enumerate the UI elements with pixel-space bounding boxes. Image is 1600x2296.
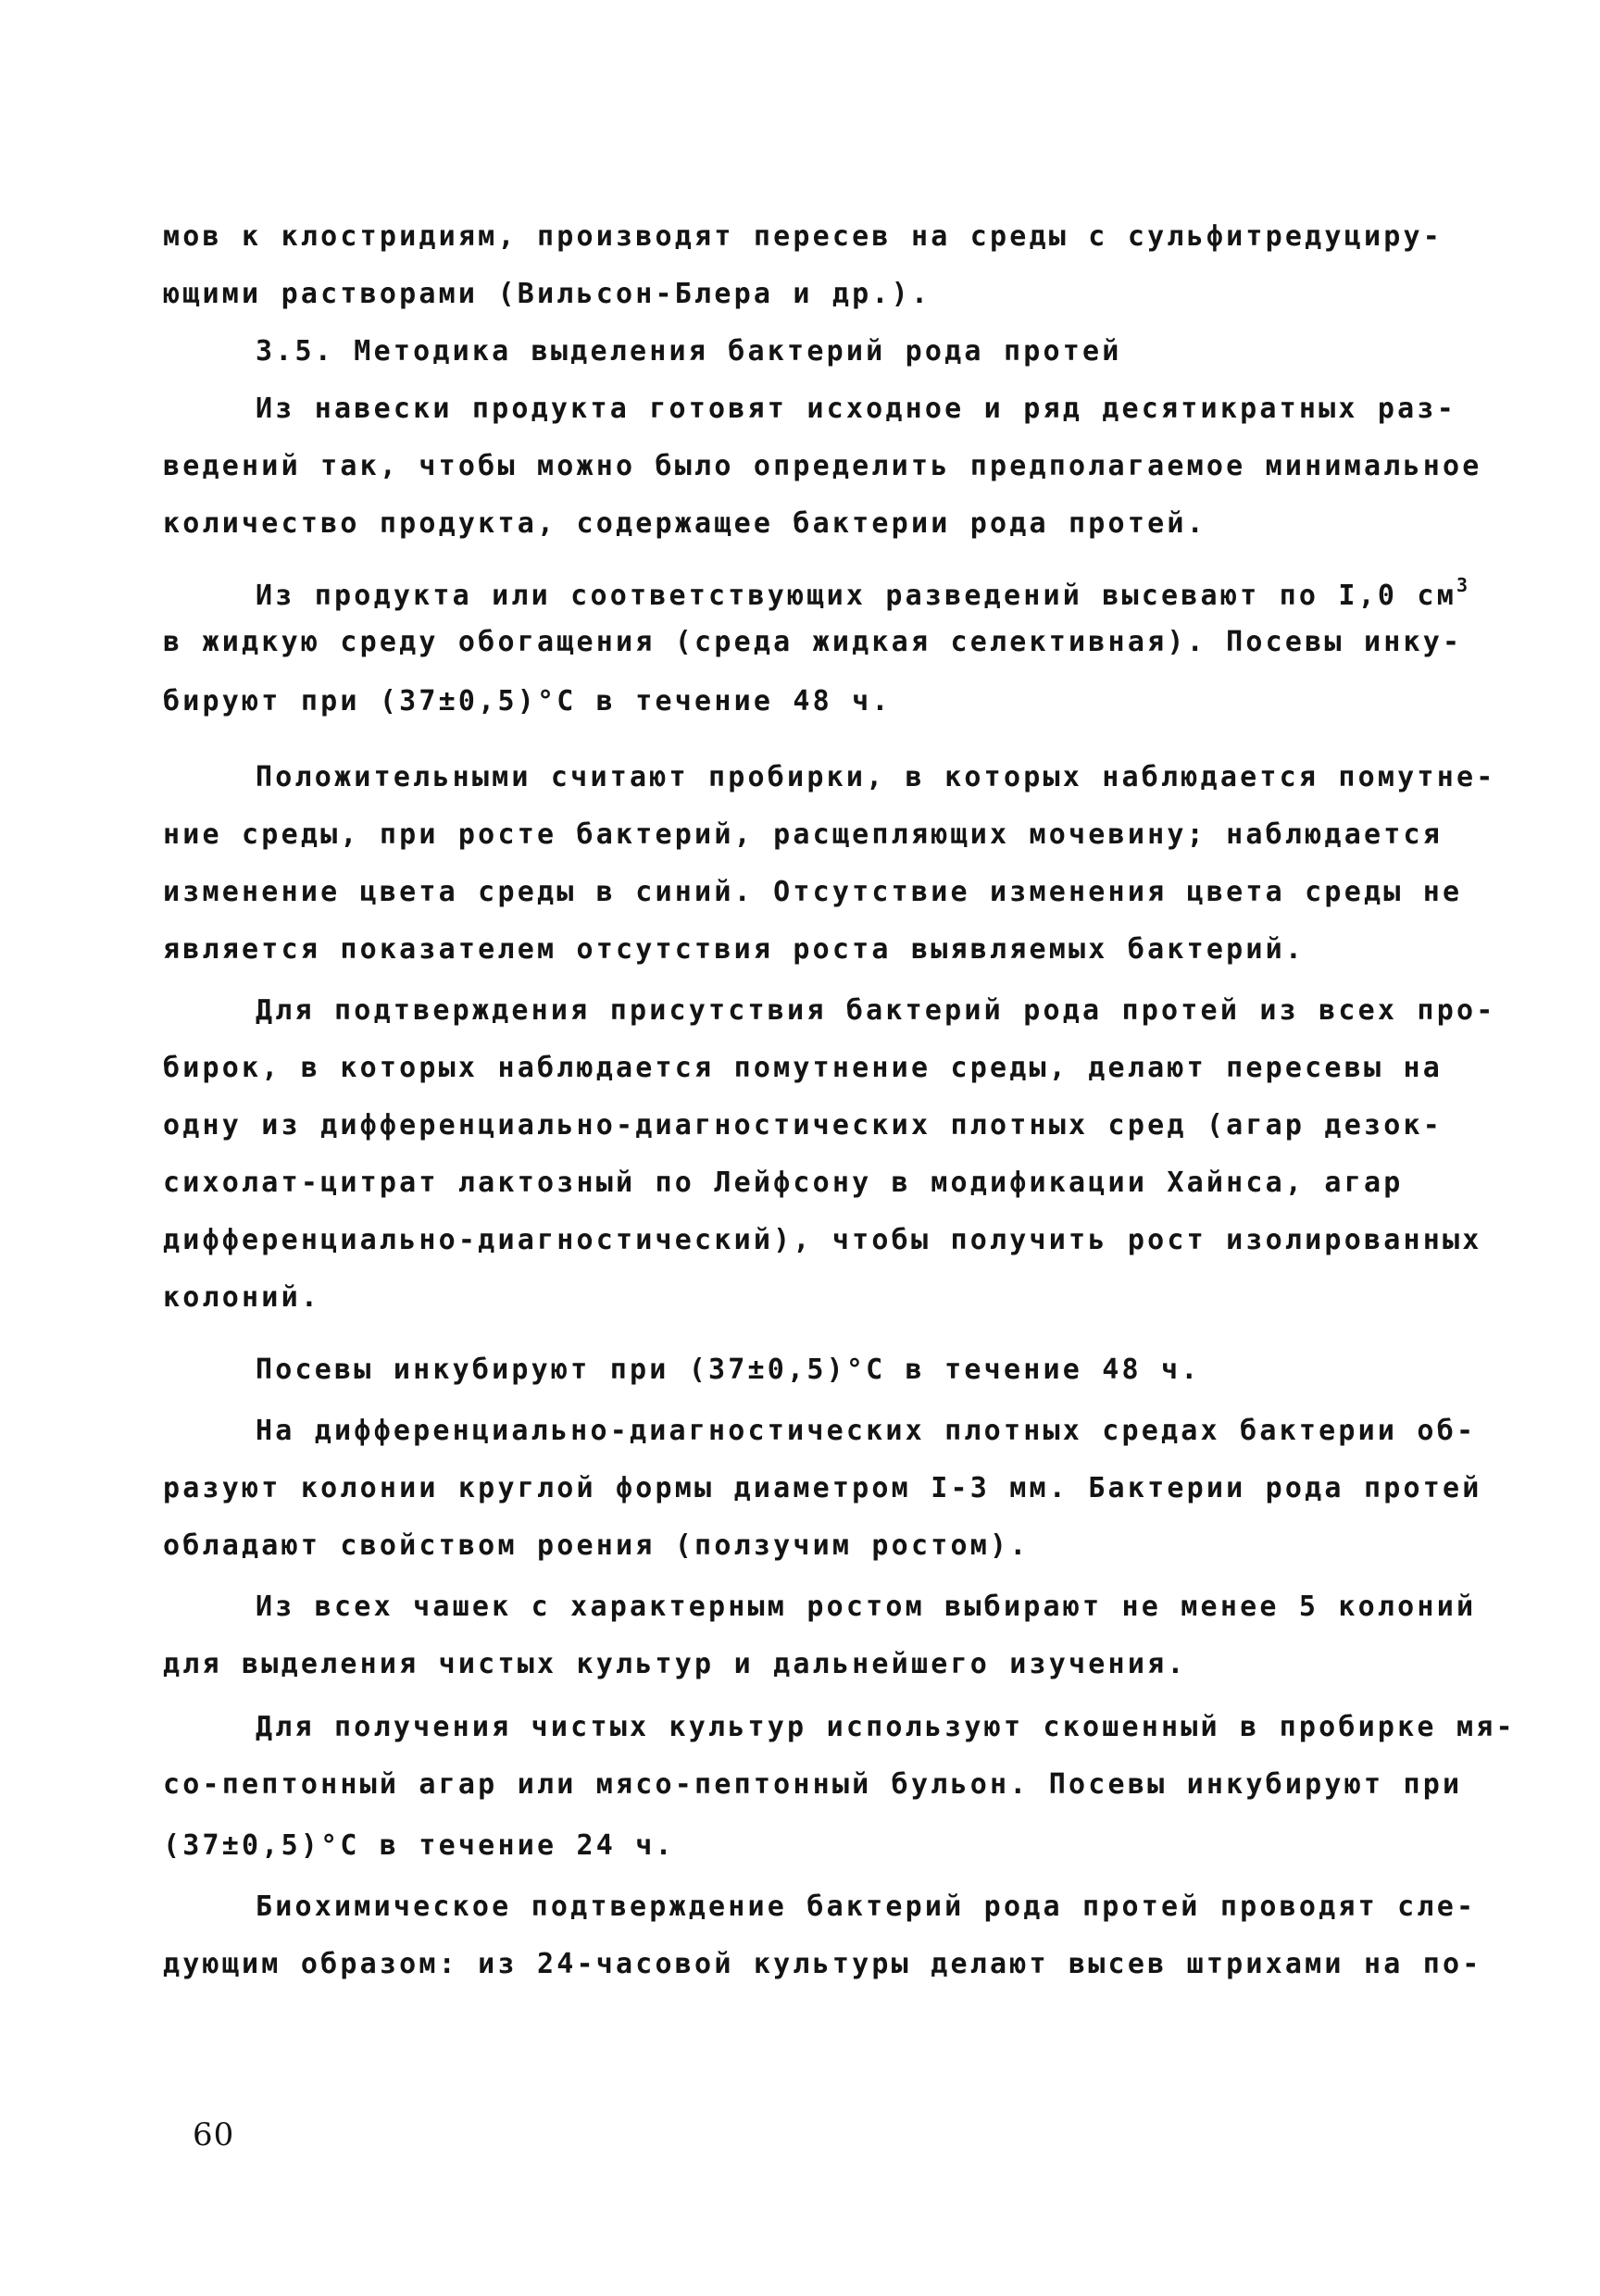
text-line: Посевы инкубируют при (37±0,5)°С в течение 48 ч. xyxy=(256,1354,1201,1386)
text-line: Биохимическое подтверждение бактерий рода протей проводят сле- xyxy=(256,1890,1477,1923)
text-line: Из продукта или соответствующих разведений высевают по I,0 $см^3$ xyxy=(256,574,1468,612)
text-line: ние среды, при росте бактерий, расщепляющих мочевину; наблюдается xyxy=(163,818,1443,851)
text-line: На дифференциально-диагностических плотных средах бактерии об- xyxy=(256,1415,1477,1447)
text-line: мов к клостридиям, производят пересев на среды с сульфитредуциру- xyxy=(163,220,1443,253)
text-line: для выделения чистых культур и дальнейшего изучения. xyxy=(163,1648,1187,1680)
text-line: дифференциально-диагностический), чтобы получить рост изолированных xyxy=(163,1224,1482,1256)
text-line: изменение цвета среды в синий. Отсутствие изменения цвета среды не xyxy=(163,876,1463,908)
text-line: количество продукта, содержащее бактерии рода протей. xyxy=(163,507,1206,540)
text-line: бирок, в которых наблюдается помутнение среды, делают пересевы на xyxy=(163,1052,1443,1084)
text-line: дующим образом: из 24-часовой культуры делают высев штрихами на по- xyxy=(163,1948,1482,1980)
text-line: ведений так, чтобы можно было определить предполагаемое минимальное xyxy=(163,450,1482,482)
section-heading: 3.5. Методика выделения бактерий рода протей xyxy=(256,335,1122,368)
text-line: Из всех чашек с характерным ростом выбирают не менее 5 колоний xyxy=(256,1591,1477,1623)
text-line: ющими растворами (Вильсон-Блера и др.). xyxy=(163,278,931,310)
text-line: одну из дифференциально-диагностических плотных сред (агар дезок- xyxy=(163,1109,1443,1142)
superscript: 3 xyxy=(1456,574,1468,596)
page-number: 60 xyxy=(193,2116,235,2153)
text-line: со-пептонный агар или мясо-пептонный бульон. Посевы инкубируют при xyxy=(163,1768,1463,1801)
text-line: обладают свойством роения (ползучим ростом). xyxy=(163,1529,1030,1562)
text-line: Для подтверждения присутствия бактерий рода протей из всех про- xyxy=(256,994,1496,1027)
text-line: в жидкую среду обогащения (среда жидкая селективная). Посевы инку- xyxy=(163,626,1463,658)
text-line: является показателем отсутствия роста выявляемых бактерий. xyxy=(163,933,1306,966)
text-line: разуют колонии круглой формы диаметром I-3 мм. Бактерии рода протей xyxy=(163,1472,1482,1504)
text-line: (37±0,5)°С в течение 24 ч. xyxy=(163,1829,675,1862)
text-line: Для получения чистых культур используют скошенный в пробирке мя- xyxy=(256,1711,1516,1743)
text-line: бируют при (37±0,5)°С в течение 48 ч. xyxy=(163,685,892,718)
text-line: Положительными считают пробирки, в которых наблюдается помутне- xyxy=(256,761,1496,793)
text-line: сихолат-цитрат лактозный по Лейфсону в модификации Хайнса, агар xyxy=(163,1167,1404,1199)
text-line: колоний. xyxy=(163,1281,321,1314)
text-line: Из навески продукта готовят исходное и ряд десятикратных раз- xyxy=(256,393,1456,425)
